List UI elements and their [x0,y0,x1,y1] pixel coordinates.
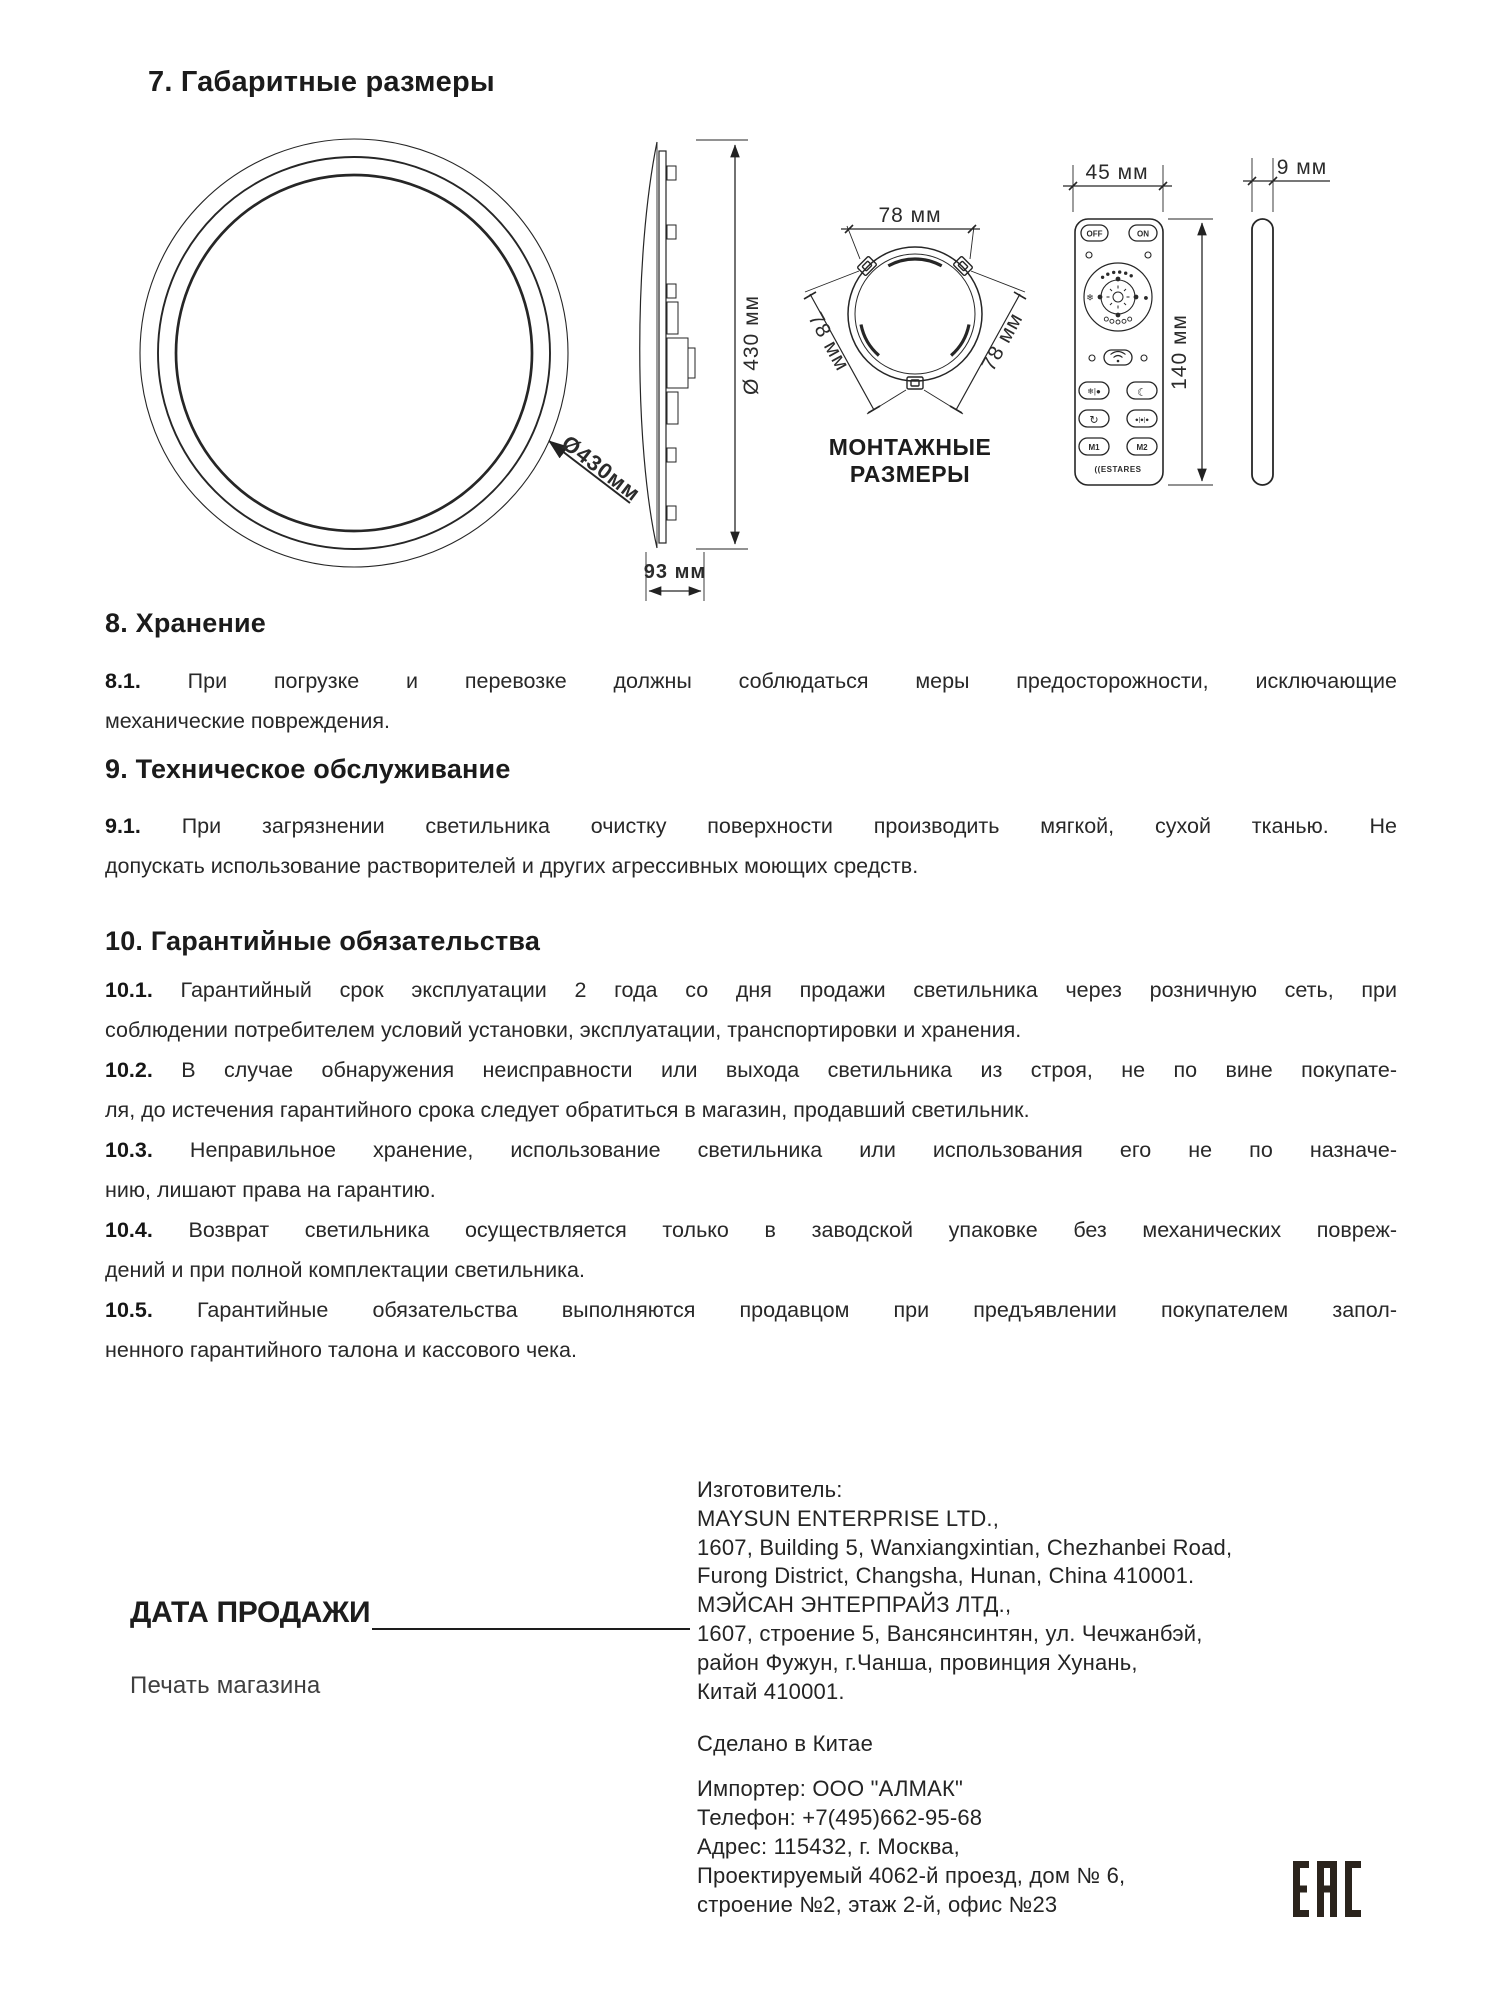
section10-paragraphs [105,970,1397,1370]
paragraph-line: При погрузке и перевозке должны соблюдаться меры предосторожности, исключающие [140,669,1397,693]
paragraph-line: В случае обнаружения неисправности или выхода светильника из строя, не по вине покупате- [152,1058,1397,1082]
section8-paragraph [105,661,1397,741]
shop-stamp-label: Печать магазина [130,1672,321,1699]
section8-heading: 8. Хранение [105,608,266,638]
manufacturer-line: 1607, строение 5, Вансянсинтян, ул. Чечжанбэй, [697,1620,1203,1646]
dim-label-remote-depth: 9 мм [1276,156,1328,179]
paragraph-number: 10.1. [105,978,153,1002]
paragraph-line: нию, лишают права на гарантию. [105,1178,436,1202]
dim-label-mount-left: 78 мм [803,308,855,376]
paragraph-number: 9.1. [105,814,141,838]
paragraph-line: Возврат светильника осуществляется только в заводской упаковке без механических повреж- [152,1218,1397,1242]
importer-block [697,1774,1125,1919]
importer-line: Импортер: ООО "АЛМАК" [697,1776,964,1801]
remote-side-view [1243,156,1330,485]
manufacturer-block [697,1476,1232,1706]
remote-m1-button: M1 [1088,443,1100,452]
paragraph-line: Гарантийный срок эксплуатации 2 года со дня продажи светильника через розничную сеть, при [152,978,1397,1002]
importer-line: Проектируемый 4062-й проезд, дом № 6, [697,1863,1126,1888]
remote-front-view [1063,161,1213,485]
paragraph-line: ля, до истечения гарантийного срока следует обратиться в магазин, продавший светильник. [105,1098,1030,1122]
dim-label-side-depth: 93 мм [643,561,707,583]
paragraph-number: 10.4. [105,1218,153,1242]
paragraph-line: соблюдении потребителем условий установки, эксплуатации, транспортировки и хранения. [105,1018,1022,1042]
manufacturer-line: Furong District, Changsha, Hunan, China 410001. [697,1563,1195,1589]
manufacturer-line: МЭЙСАН ЭНТЕРПРАЙЗ ЛТД., [697,1592,1012,1618]
paragraph-number: 8.1. [105,669,141,693]
mounting-caption-line1: МОНТАЖНЫЕ [828,434,992,460]
lamp-front-view [140,139,645,567]
paragraph-line: При загрязнении светильника очистку поверхности производить мягкой, сухой тканью. Не [140,814,1397,838]
dial-bottom-dots [1104,317,1131,324]
dim-label-remote-height: 140 мм [1168,314,1191,390]
dim-label-front-diameter: Ø430мм [556,430,646,507]
manufacturer-line: Китай 410001. [697,1678,845,1704]
estares-logo: ((ESTARES [1094,465,1142,474]
paragraph-line: ненного гарантийного талона и кассового чека. [105,1338,577,1362]
mounting-view [803,204,1027,487]
paragraph-line: Гарантийные обязательства выполняются продавцом при предъявлении покупателем запол- [152,1298,1397,1322]
date-of-sale-row [130,1592,690,1630]
night-mode-icon: ☾ [1137,387,1147,399]
mounting-caption-line2: РАЗМЕРЫ [849,461,971,487]
cycle-mode-icon: ↻ [1089,414,1099,427]
section9-paragraph [105,806,1397,886]
paragraph-number: 10.2. [105,1058,153,1082]
signature-line [372,1598,690,1630]
manufacturer-line: район Фужун, г.Чанша, провинция Хунань, [697,1649,1138,1675]
warm-dot-icon: ● [1143,292,1149,303]
date-of-sale-label: ДАТА ПРОДАЖИ [130,1596,371,1629]
remote-off-button: OFF [1086,229,1103,239]
paragraph-line: Неправильное хранение, использование светильника или использования его не по назначе- [152,1138,1397,1162]
sun-icon [1107,286,1130,309]
dim-label-side-height: Ø 430 мм [740,295,763,395]
paragraph-line: допускать использование растворителей и других агрессивных моющих средств. [105,854,919,878]
section7-title: 7. Габаритные размеры [148,66,495,98]
dim-label-mount-top: 78 мм [878,204,942,227]
eac-mark-icon [1293,1860,1361,1920]
wifi-icon [1111,352,1126,363]
paragraph-line: дений и при полной комплектации светильника. [105,1258,585,1282]
dimensions-drawing [0,0,1500,620]
importer-line: Телефон: +7(495)662-95-68 [697,1805,983,1830]
paragraph-line: механические повреждения. [105,709,390,733]
importer-line: Адрес: 115432, г. Москва, [697,1834,960,1859]
snowflake-icon: ❄ [1086,292,1094,303]
remote-on-button: ON [1137,229,1149,239]
remote-m2-button: M2 [1136,443,1148,452]
importer-line: строение №2, этаж 2-й, офис №23 [697,1892,1058,1917]
manufacturer-line: MAYSUN ENTERPRISE LTD., [697,1505,1000,1531]
paragraph-number: 10.5. [105,1298,153,1322]
dim-label-mount-right: 78 мм [976,308,1028,376]
made-in-label: Сделано в Китае [697,1731,874,1756]
lamp-side-view [640,140,763,601]
rgb-dots-icon: ●|●|● [1135,417,1149,424]
cold-warm-button-icon: ❄|● [1087,387,1101,396]
section9-heading: 9. Техническое обслуживание [105,754,511,784]
dial-dots [1098,270,1139,317]
section10-heading: 10. Гарантийные обязательства [105,926,541,956]
manufacturer-line: 1607, Building 5, Wanxiangxintian, Chezhanbei Road, [697,1534,1233,1560]
manufacturer-line: Изготовитель: [697,1477,843,1502]
paragraph-number: 10.3. [105,1138,153,1162]
dim-label-remote-width: 45 мм [1085,161,1149,184]
